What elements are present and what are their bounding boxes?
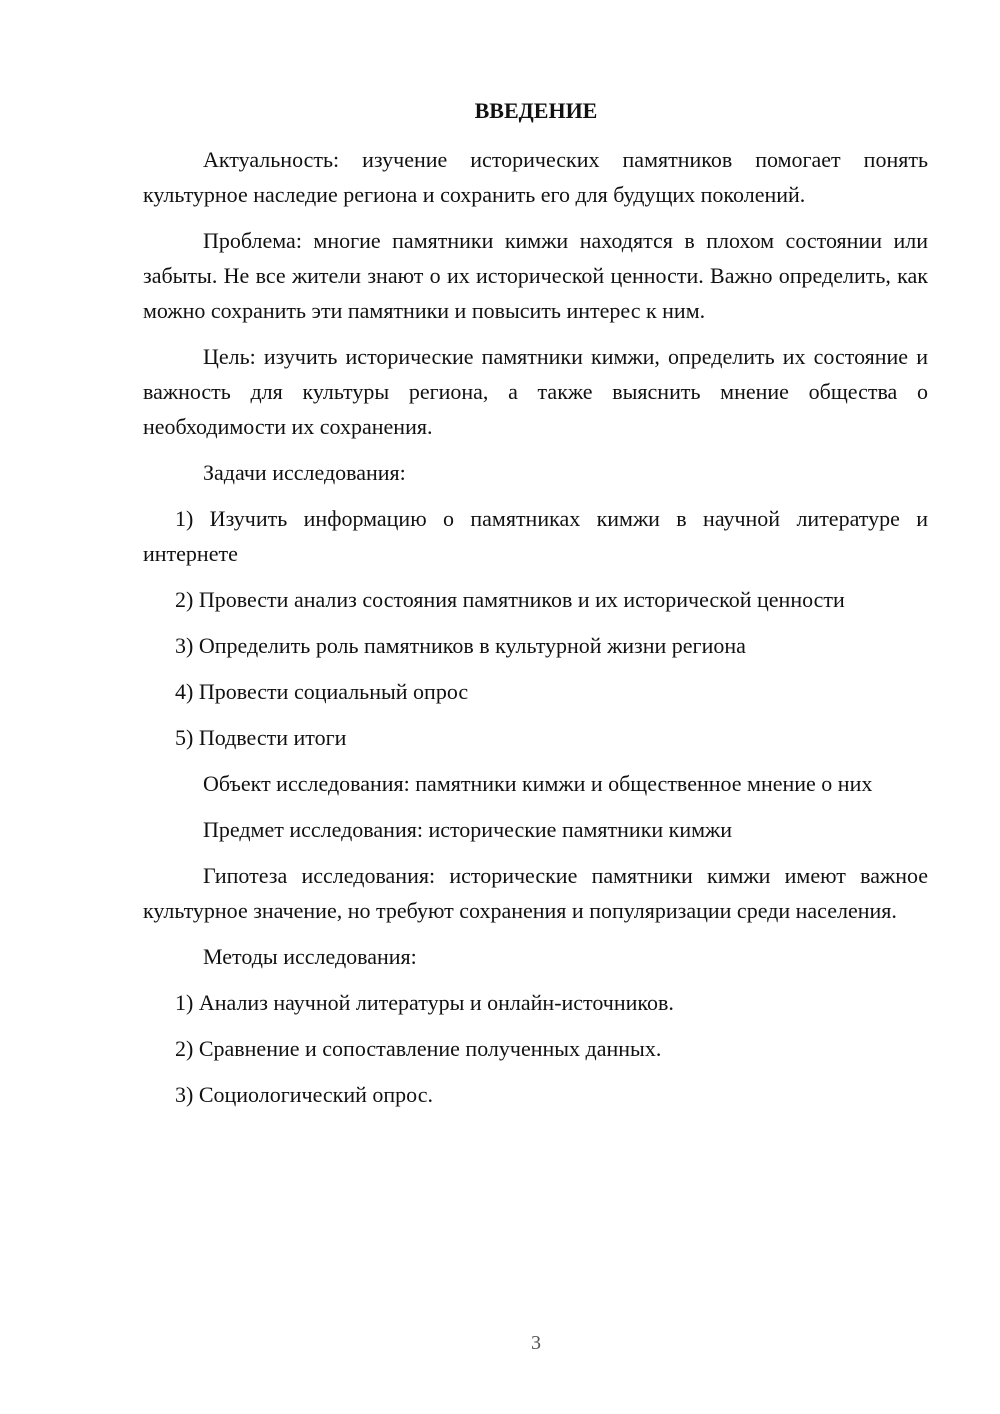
method-item: 1) Анализ научной литературы и онлайн-источников. — [175, 990, 674, 1015]
methods-title: Методы исследования: — [203, 944, 417, 969]
task-item: 4) Провести социальный опрос — [175, 679, 469, 704]
method-item: 3) Социологический опрос. — [175, 1082, 433, 1107]
relevance-paragraph: Актуальность: изучение исторических памятников помогает понять культурное наследие региона и сохранить его для будущих поколений. — [143, 147, 928, 207]
object-paragraph: Объект исследования: памятники кимжи и общественное мнение о них — [203, 771, 873, 796]
task-item: 3) Определить роль памятников в культурной жизни региона — [175, 633, 746, 658]
task-item: 2) Провести анализ состояния памятников и их исторической ценности — [175, 587, 845, 612]
task-item: 1) Изучить информацию о памятниках кимжи в научной литературе и интернете — [143, 506, 928, 566]
method-item: 2) Сравнение и сопоставление полученных данных. — [175, 1036, 662, 1061]
problem-paragraph: Проблема: многие памятники кимжи находятся в плохом состоянии или забыты. Не все жители знают о их исторической ценности. Важно определить, как можно сохранить эти памятники и повысить интерес к ним. — [143, 228, 928, 323]
section-heading: ВВЕДЕНИЕ — [474, 98, 598, 123]
page-number: 3 — [531, 1332, 541, 1354]
tasks-title: Задачи исследования: — [203, 460, 406, 485]
task-item: 5) Подвести итоги — [175, 725, 347, 750]
subject-paragraph: Предмет исследования: исторические памятники кимжи — [203, 817, 733, 842]
goal-paragraph: Цель: изучить исторические памятники кимжи, определить их состояние и важность для культуры региона, а также выяснить мнение общества о необходимости их сохранения. — [143, 344, 928, 439]
hypothesis-paragraph: Гипотеза исследования: исторические памятники кимжи имеют важное культурное значение, но требуют сохранения и популяризации среди населения. — [143, 863, 928, 923]
introduction-body — [143, 142, 928, 1123]
